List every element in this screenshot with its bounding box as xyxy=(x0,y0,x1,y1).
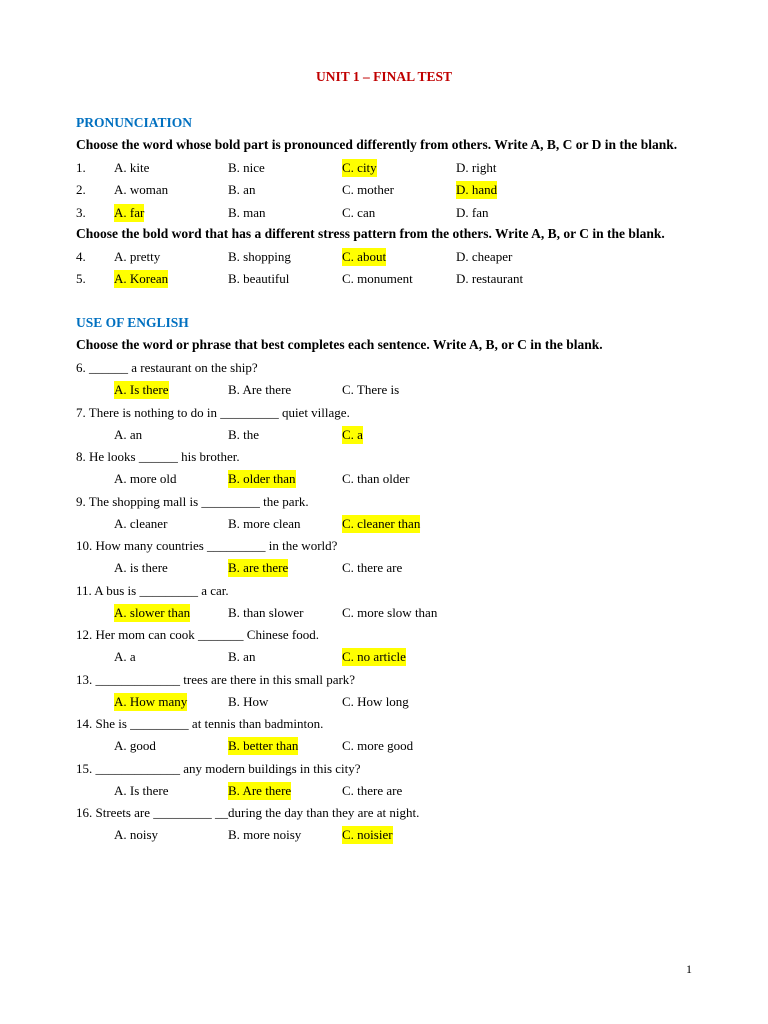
options-row xyxy=(0,470,768,490)
question-text: 13. _____________ trees are there in this small park? xyxy=(76,671,356,687)
pronunciation-row xyxy=(0,204,768,224)
options-row xyxy=(0,604,768,624)
answer-option: C. more good xyxy=(342,738,414,753)
question-text: 8. He looks ______ his brother. xyxy=(76,449,240,464)
question-text: 6. ______ a restaurant on the ship? xyxy=(76,360,258,375)
options-row xyxy=(0,559,768,579)
answer-option: D. cheaper xyxy=(456,249,513,264)
section-heading-pronunciation: PRONUNCIATION xyxy=(76,115,193,130)
answer-option: D. fan xyxy=(456,205,489,220)
answer-option-highlighted: C. about xyxy=(342,249,387,264)
answer-option: C. there are xyxy=(342,560,403,575)
answer-option: C. than older xyxy=(342,471,410,486)
answer-option-highlighted: C. a xyxy=(342,426,363,442)
options-row xyxy=(0,426,768,446)
instruction-stress: Choose the bold word that has a different stress pattern from the others. Write A, B, or C in the blank. xyxy=(76,226,665,241)
answer-option-highlighted: B. better than xyxy=(228,738,299,753)
answer-option-highlighted: D. hand xyxy=(456,182,498,197)
answer-option: A. cleaner xyxy=(114,515,168,531)
page-number: 1 xyxy=(686,962,692,976)
answer-option-highlighted: A. far xyxy=(114,205,145,220)
answer-option: C. there are xyxy=(342,782,403,798)
answer-option: A. woman xyxy=(114,182,169,197)
answer-option: A. an xyxy=(114,426,143,442)
answer-option-highlighted: B. older than xyxy=(228,471,296,486)
answer-option-highlighted: B. Are there xyxy=(228,782,292,798)
answer-option: B. Are there xyxy=(228,382,292,397)
pronunciation-row xyxy=(0,270,768,290)
answer-option: B. beautiful xyxy=(228,271,290,286)
answer-option-highlighted: A. Korean xyxy=(114,271,169,286)
answer-option: C. There is xyxy=(342,382,400,397)
options-row xyxy=(0,515,768,535)
answer-option: C. can xyxy=(342,205,376,220)
answer-option: A. kite xyxy=(114,160,150,175)
options-row xyxy=(0,737,768,757)
question-text: 7. There is nothing to do in _________ quiet village. xyxy=(76,404,350,420)
pronunciation-row xyxy=(0,248,768,268)
answer-option: D. right xyxy=(456,160,497,175)
pronunciation-row xyxy=(0,181,768,201)
answer-option: B. the xyxy=(228,426,260,442)
options-row xyxy=(0,826,768,846)
answer-option: B. man xyxy=(228,205,266,220)
answer-option-highlighted: A. How many xyxy=(114,693,188,709)
item-number: 5. xyxy=(76,271,86,286)
answer-option-highlighted: C. noisier xyxy=(342,827,393,842)
answer-option: B. than slower xyxy=(228,604,304,620)
answer-option: A. a xyxy=(114,649,136,664)
instruction-use-of-english: Choose the word or phrase that best completes each sentence. Write A, B, or C in the blank. xyxy=(76,337,603,352)
answer-option: A. noisy xyxy=(114,827,159,842)
item-number: 3. xyxy=(76,205,86,220)
page-title: UNIT 1 – FINAL TEST xyxy=(315,69,453,84)
answer-option: A. good xyxy=(114,738,156,753)
answer-option: C. mother xyxy=(342,182,394,197)
item-number: 2. xyxy=(76,182,86,197)
answer-option-highlighted: C. city xyxy=(342,160,377,175)
answer-option-highlighted: C. cleaner than xyxy=(342,515,421,531)
answer-option: B. more clean xyxy=(228,515,301,531)
answer-option: B. shopping xyxy=(228,249,291,264)
answer-option: A. is there xyxy=(114,560,168,575)
item-number: 4. xyxy=(76,249,86,264)
answer-option-highlighted: C. no article xyxy=(342,649,406,664)
answer-option: C. more slow than xyxy=(342,604,438,620)
question-text: 10. How many countries _________ in the world? xyxy=(76,538,338,553)
options-row xyxy=(0,381,768,401)
question-text: 11. A bus is _________ a car. xyxy=(76,582,229,598)
question-text: 14. She is _________ at tennis than badminton. xyxy=(76,716,324,731)
answer-option: A. more old xyxy=(114,471,177,486)
question-text: 16. Streets are _________ __during the day than they are at night. xyxy=(76,805,420,820)
pronunciation-row xyxy=(0,159,768,179)
answer-option-highlighted: A. Is there xyxy=(114,382,169,397)
item-number: 1. xyxy=(76,160,86,175)
options-row xyxy=(0,693,768,713)
options-row xyxy=(0,782,768,802)
question-text: 9. The shopping mall is _________ the park. xyxy=(76,493,309,509)
section-heading-use-of-english: USE OF ENGLISH xyxy=(76,315,189,330)
answer-option-highlighted: B. are there xyxy=(228,560,289,575)
answer-option: B. How xyxy=(228,693,269,709)
answer-option: D. restaurant xyxy=(456,271,524,286)
answer-option: B. an xyxy=(228,649,256,664)
options-row xyxy=(0,648,768,668)
answer-option: C. How long xyxy=(342,693,409,709)
question-text: 15. _____________ any modern buildings in this city? xyxy=(76,760,361,776)
answer-option: B. an xyxy=(228,182,256,197)
question-text: 12. Her mom can cook _______ Chinese food. xyxy=(76,627,319,642)
answer-option: B. nice xyxy=(228,160,265,175)
answer-option-highlighted: A. slower than xyxy=(114,604,191,620)
answer-option: A. pretty xyxy=(114,249,161,264)
answer-option: A. Is there xyxy=(114,782,169,798)
answer-option: C. monument xyxy=(342,271,413,286)
answer-option: B. more noisy xyxy=(228,827,302,842)
instruction-pronunciation: Choose the word whose bold part is pronounced differently from others. Write A, B, C or D in the blank. xyxy=(76,137,678,152)
